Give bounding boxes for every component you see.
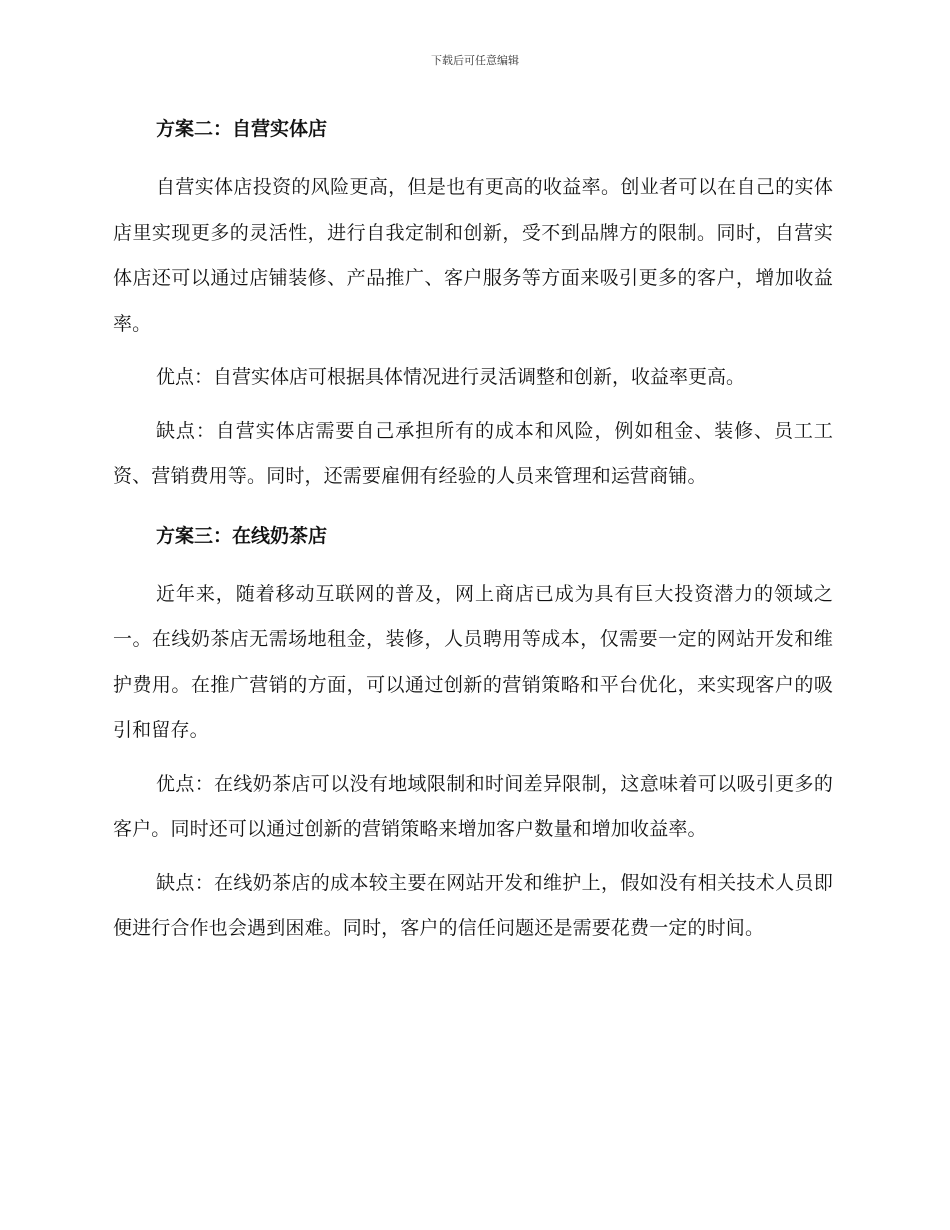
section-plan-three [113,519,833,952]
paragraph-advantages: 优点：自营实体店可根据具体情况进行灵活调整和创新，收益率更高。 [156,366,746,388]
section-heading: 方案二：自营实体店 [156,118,328,140]
section-plan-two [113,112,833,500]
section-spacer [113,508,833,519]
paragraph: 自营实体店投资的风险更高，但是也有更高的收益率。创业者可以在自己的实体店里实现更多的灵活性，进行自我定制和创新，受不到品牌方的限制。同时，自营实体店还可以通过店铺装修、产品推广、客户服务等方面来吸引更多的客户，增加收益率。 [113,176,833,335]
paragraph-disadvantages: 缺点：在线奶茶店的成本较主要在网站开发和维护上，假如没有相关技术人员即便进行合作也会遇到困难。同时，客户的信任问题还是需要花费一定的时间。 [113,871,833,939]
paragraph-disadvantages: 缺点：自营实体店需要自己承担所有的成本和风险，例如租金、装修、员工工资、营销费用等。同时，还需要雇佣有经验的人员来管理和运营商铺。 [113,419,833,487]
document-body [113,112,833,960]
paragraph-advantages: 优点：在线奶茶店可以没有地域限制和时间差异限制，这意味着可以吸引更多的客户。同时还可以通过创新的营销策略来增加客户数量和增加收益率。 [113,772,833,840]
page-header: 下载后可任意编辑 [431,54,519,67]
section-heading: 方案三：在线奶茶店 [156,524,328,547]
paragraph: 近年来，随着移动互联网的普及，网上商店已成为具有巨大投资潜力的领域之一。在线奶茶店无需场地租金，装修，人员聘用等成本，仅需要一定的网站开发和维护费用。在推广营销的方面，可以通过创新的营销策略和平台优化，来实现客户的吸引和留存。 [113,582,833,741]
